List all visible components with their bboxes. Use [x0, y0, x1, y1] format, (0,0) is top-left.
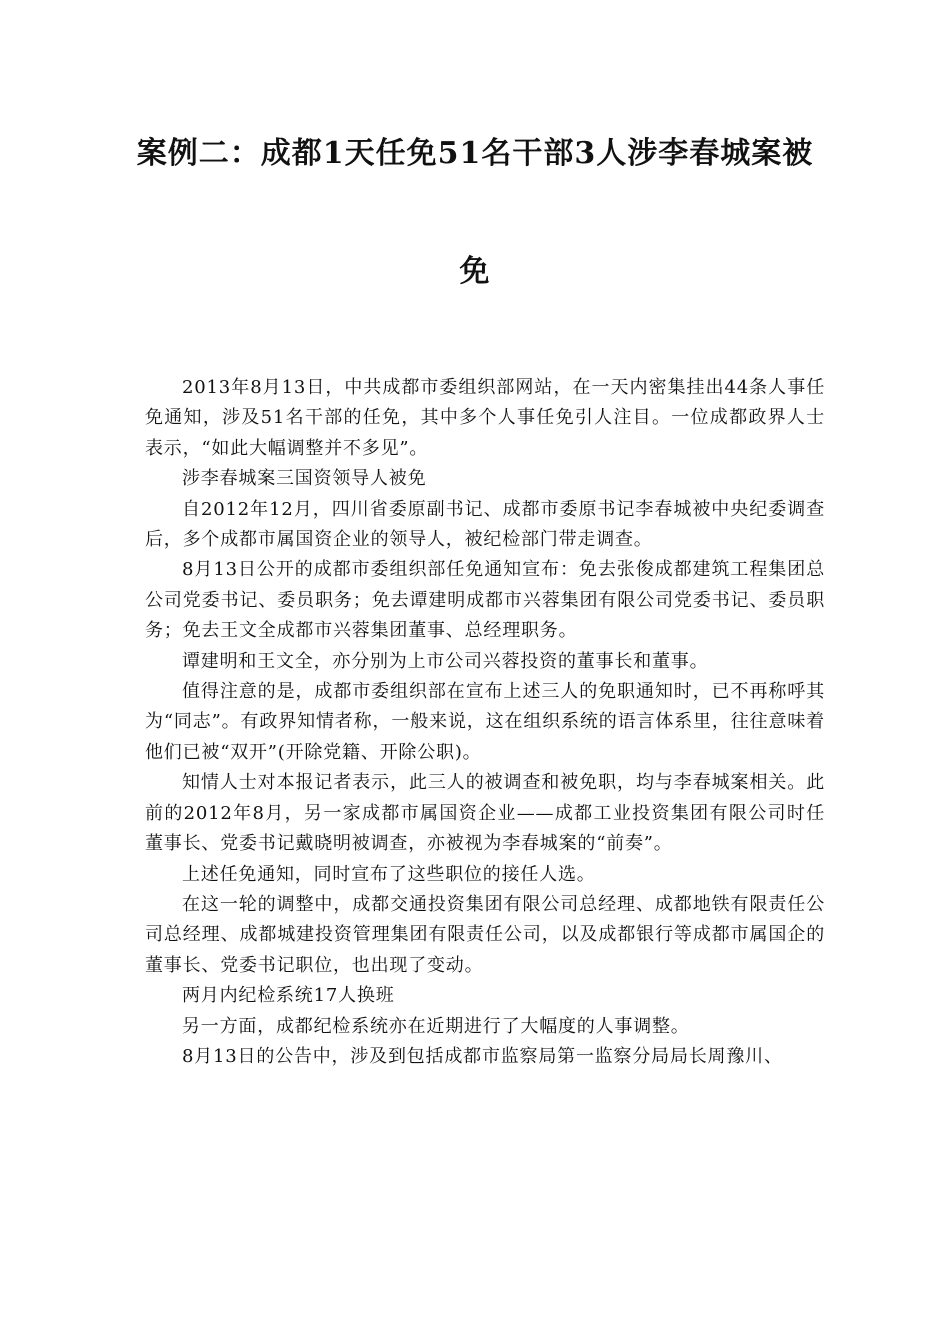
paragraph-other-changes: 在这一轮的调整中，成都交通投资集团有限公司总经理、成都地铁有限责任公司总经理、成都城建投资管理集团有限责任公司，以及成都银行等成都市属国企的董事长、党委书记职位，也出现了变动。: [145, 893, 825, 976]
paragraph-investigation: 自2012年12月，四川省委原副书记、成都市委原书记李春城被中央纪委调查后，多个成都市属国资企业的领导人，被纪检部门带走调查。: [145, 498, 825, 551]
document-body: [145, 373, 825, 1072]
paragraph-successors: 上述任免通知，同时宣布了这些职位的接任人选。: [182, 863, 596, 885]
paragraph-dismissal-notice: 8月13日公开的成都市委组织部任免通知宣布：免去张俊成都建筑工程集团总公司党委书记、委员职务；免去谭建明成都市兴蓉集团有限公司党委书记、委员职务；免去王文全成都市兴蓉集团董事、总经理职务。: [145, 559, 825, 642]
paragraph-related-case: 知情人士对本报记者表示，此三人的被调查和被免职，均与李春城案相关。此前的2012年8月，另一家成都市属国资企业——成都工业投资集团有限公司时任董事长、党委书记戴晓明被调查，亦被视为李春城案的“前奏”。: [145, 772, 825, 855]
document-title-line-1: 案例二：成都1天任免51名干部3人涉李春城案被: [136, 136, 814, 171]
paragraph-no-comrade: 值得注意的是，成都市委组织部在宣布上述三人的免职通知时，已不再称呼其为“同志”。有政界知情者称，一般来说，这在组织系统的语言体系里，往往意味着他们已被“双开”(开除党籍、开除公职)。: [145, 681, 825, 763]
paragraph-discipline-adjustment: 另一方面，成都纪检系统亦在近期进行了大幅度的人事调整。: [182, 1015, 690, 1037]
paragraph-listed-company: 谭建明和王文全，亦分别为上市公司兴蓉投资的董事长和董事。: [182, 650, 709, 672]
paragraph-announcement: 8月13日的公告中，涉及到包括成都市监察局第一监察分局局长周豫川、: [182, 1045, 783, 1067]
section-heading-discipline-system: 两月内纪检系统17人换班: [182, 985, 395, 1007]
section-heading-soe-leaders: 涉李春城案三国资领导人被免: [182, 468, 427, 490]
paragraph-intro: 2013年8月13日，中共成都市委组织部网站，在一天内密集挂出44条人事任免通知，涉及51名干部的任免，其中多个人事任免引人注目。一位成都政界人士表示，“如此大幅调整并不多见”。: [145, 377, 825, 459]
document-title-line-2: 免: [459, 254, 491, 289]
